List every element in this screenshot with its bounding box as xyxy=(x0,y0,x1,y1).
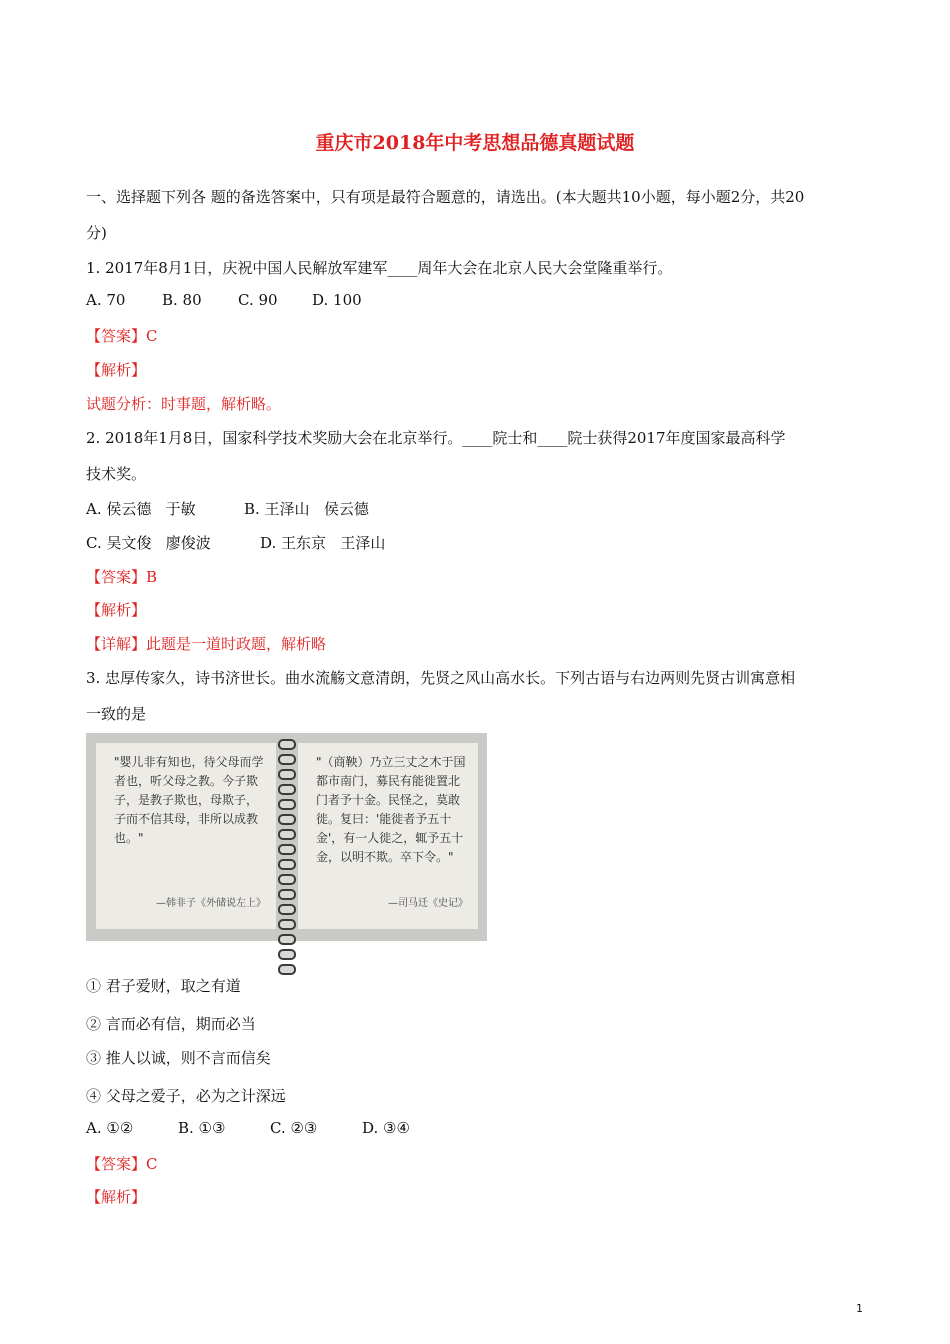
question-3-analysis-label: 【解析】 xyxy=(86,1188,147,1206)
question-3-item-2: ② 言而必有信，期而必当 xyxy=(86,1015,256,1033)
option-d: D. 100 xyxy=(312,291,362,309)
quote-shiji: "（商鞅）乃立三丈之木于国都市南门，募民有能徙置北门者予十金。民怪之，莫敢徙。复曰：'能徙者予五十金'，有一人徙之，辄予五十金，以明不欺。卒下令。" xyxy=(316,755,466,864)
option-d: D. 王东京 王泽山 xyxy=(260,534,386,552)
option-a: A. 侯云德 于敏 xyxy=(86,500,196,518)
section-intro-cont: 分) xyxy=(86,224,107,242)
quote-source-right: —司马迁《史记》 xyxy=(388,898,468,909)
question-2-detail: 【详解】此题是一道时政题，解析略 xyxy=(86,635,327,653)
quote-han-feizi: "婴儿非有知也，待父母而学者也，听父母之教。今子欺子，是教子欺也，母欺子，子而不信其母，非所以成教也。" xyxy=(114,755,264,845)
question-3-options xyxy=(86,1119,410,1137)
option-b: B. 80 xyxy=(162,291,202,309)
notebook-spiral-binding xyxy=(276,739,298,933)
quote-source-left: —韩非子《外储说左上》 xyxy=(156,898,266,909)
question-2-options-row2 xyxy=(86,532,385,553)
question-1-answer: 【答案】C xyxy=(86,327,158,345)
option-a: A. ①② xyxy=(86,1119,134,1137)
option-b: B. 王泽山 侯云德 xyxy=(244,500,369,518)
option-b: B. ①③ xyxy=(178,1119,226,1137)
question-3-stem: 3. 忠厚传家久，诗书济世长。曲水流觞文意清朗，先贤之风山高水长。下列古语与右边两则先贤古训寓意相 xyxy=(86,669,796,687)
question-3-answer: 【答案】C xyxy=(86,1155,158,1173)
question-2-analysis-label: 【解析】 xyxy=(86,601,147,619)
question-1-analysis-label: 【解析】 xyxy=(86,361,147,379)
question-2-stem-cont: 技术奖。 xyxy=(86,465,147,483)
question-3-stem-cont: 一致的是 xyxy=(86,705,147,723)
question-1-stem: 1. 2017年8月1日，庆祝中国人民解放军建军____周年大会在北京人民大会堂隆重举行。 xyxy=(86,259,673,277)
question-2-stem: 2. 2018年1月8日，国家科学技术奖励大会在北京举行。____院士和____院士获得2017年度国家最高科学 xyxy=(86,429,786,447)
question-2-answer: 【答案】B xyxy=(86,568,158,586)
option-d: D. ③④ xyxy=(362,1119,410,1137)
option-a: A. 70 xyxy=(86,291,126,309)
question-1-options xyxy=(86,291,362,309)
question-1-analysis: 试题分析：时事题，解析略。 xyxy=(86,395,282,413)
page-number: 1 xyxy=(856,1302,863,1315)
notebook-left-page xyxy=(96,743,276,929)
question-3-item-3: ③ 推人以诚，则不言而信矣 xyxy=(86,1049,271,1067)
section-intro: 一、选择题下列各 题的备选答案中，只有项是最符合题意的，请选出。(本大题共10小题，每小题2分，共20 xyxy=(86,188,805,206)
question-3-item-4: ④ 父母之爱子，必为之计深远 xyxy=(86,1087,286,1105)
question-3-item-1: ① 君子爱财，取之有道 xyxy=(86,977,241,995)
question-2-options-row1 xyxy=(86,498,369,519)
option-c: C. 吴文俊 廖俊波 xyxy=(86,534,211,552)
notebook-right-page xyxy=(298,743,478,929)
notebook-figure xyxy=(86,733,487,941)
option-c: C. 90 xyxy=(238,291,278,309)
option-c: C. ②③ xyxy=(270,1119,318,1137)
page-title: 重庆市2018年中考思想品德真题试题 xyxy=(315,132,635,154)
